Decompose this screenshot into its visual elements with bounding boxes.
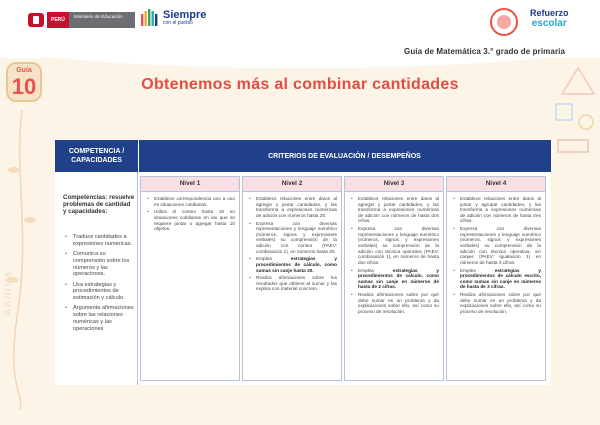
level-heading: Nivel 4 — [447, 177, 545, 192]
level-item: • Emplea estrategias y procedimientos de cálculo, como sumas sin canje en números de hasta de 2 cifras. — [349, 268, 439, 290]
level-items — [141, 192, 239, 232]
capacidad-item: • Usa estrategias y procedimientos de estimación y cálculo. — [63, 282, 135, 302]
competencia-column — [55, 172, 138, 385]
level-item: • Expresa con diversas representaciones y lenguaje numérico (números, signos y expresiones verbales) su comprensión de la adición con técnica operativa, sin canjes (PAEV: igualación 1) en números de hasta 3 cifras. — [451, 226, 541, 265]
level-item: • Realiza afirmaciones sobre por qué debe sumar en un problema y da explicaciones sobre ello, así como su proceso de resolución. — [349, 292, 439, 314]
level-heading: Nivel 2 — [243, 177, 341, 192]
capacidad-item: • Argumenta afirmaciones sobre las relaciones numéricas y las operaciones — [63, 305, 135, 332]
header-competencia: COMPETENCIA / CAPACIDADES — [55, 140, 139, 172]
program-top: Refuerzo — [530, 8, 569, 18]
level-heading: Nivel 1 — [141, 177, 239, 192]
level-item: • Realiza afirmaciones sobre por qué debe sumar en un problema y da explicaciones sobre ello, así como su proceso de resolución. — [451, 292, 541, 314]
level-card-4 — [446, 176, 546, 381]
top-header — [0, 0, 600, 40]
level-item: • Establece relaciones entre datos al agregar y juntar cantidades, y las transforma a expresiones numéricas de adición con números hasta 20. — [247, 196, 337, 218]
page-title: Obtenemos más al combinar cantidades — [141, 76, 459, 93]
level-item: • Realiza afirmaciones sobre los resultados que obtiene al sumar y las explica con material concreto. — [247, 275, 337, 292]
ministry-logo — [28, 12, 135, 28]
competencia-title: Competencias: resuelve problemas de cantidad y capacidades: — [63, 194, 135, 216]
levels-area — [140, 176, 546, 381]
math-shapes-decoration-icon — [548, 60, 600, 170]
gov-short-label: PERÚ — [47, 12, 69, 28]
slogan-main: Siempre — [163, 9, 207, 21]
level-item: • Establece correspondencia uno a uno en situaciones cotidianas. — [145, 196, 235, 207]
guide-badge-number: 10 — [11, 74, 37, 99]
level-items — [447, 192, 545, 314]
slogan-bars-icon — [140, 8, 160, 28]
level-card-1 — [140, 176, 240, 381]
level-item: • Emplea estrategias y procedimientos de cálculo escrito, como sumas sin canje en números de hasta de 3 cifras. — [451, 268, 541, 290]
level-item: • Expresa con diversas representaciones y lenguaje numérico (números, signos y expresiones verbales) su comprensión de la adición con técnica operativa (PAEV: combinación 1), en números de hasta dos cifras. — [349, 226, 439, 265]
capacidad-item: • Comunica su comprensión sobre los números y las operaciones. — [63, 251, 135, 278]
plant-decoration-icon — [4, 110, 40, 410]
slogan-logo — [140, 8, 206, 28]
level-items — [345, 192, 443, 314]
level-card-2 — [242, 176, 342, 381]
level-heading: Nivel 3 — [345, 177, 443, 192]
level-card-3 — [344, 176, 444, 381]
ghost-word: Andina — [2, 270, 14, 317]
guide-line: Guía de Matemática 3.° grado de primaria — [404, 47, 566, 56]
capacidad-item: • Traduce cantidades a expresiones numéricas. — [63, 234, 135, 248]
level-item: • Utiliza el conteo hasta 10 en situaciones cotidianas en las que se requiere juntar o agregar hasta 10 objetos. — [145, 209, 235, 231]
table-header — [55, 140, 551, 172]
level-item: • Establece relaciones entre datos al agregar y juntar cantidades, y las transforma a expresiones numéricas de adición con números de hasta dos cifras. — [349, 196, 439, 224]
peru-crest-icon — [28, 13, 44, 27]
criteria-table — [55, 140, 551, 385]
program-logo — [530, 9, 569, 29]
level-items — [243, 192, 341, 292]
level-item: • Expresa con diversas representaciones y lenguaje numérico (números, signos y expresiones verbales) su comprensión de la adición con conteo (PAEV: combinación 1), en números hasta 20. — [247, 221, 337, 255]
header-criterios: CRITERIOS DE EVALUACIÓN / DESEMPEÑOS — [268, 152, 421, 160]
seal-icon — [490, 8, 518, 36]
level-item: • Establece relaciones entre datos al juntar y agrupar cantidades, y las transforma a expresiones numéricas de adición con números de hasta tres cifras. — [451, 196, 541, 224]
capacidades-list — [63, 234, 135, 336]
guide-badge-label: Guía — [16, 67, 32, 74]
program-bottom: escolar — [531, 18, 567, 29]
slogan-sub: con el pueblo — [163, 20, 193, 26]
level-item: • Emplea estrategias y procedimientos de cálculo, como sumas sin canje hasta 20. — [247, 256, 337, 273]
ministry-label: Ministerio de Educación — [69, 12, 135, 28]
